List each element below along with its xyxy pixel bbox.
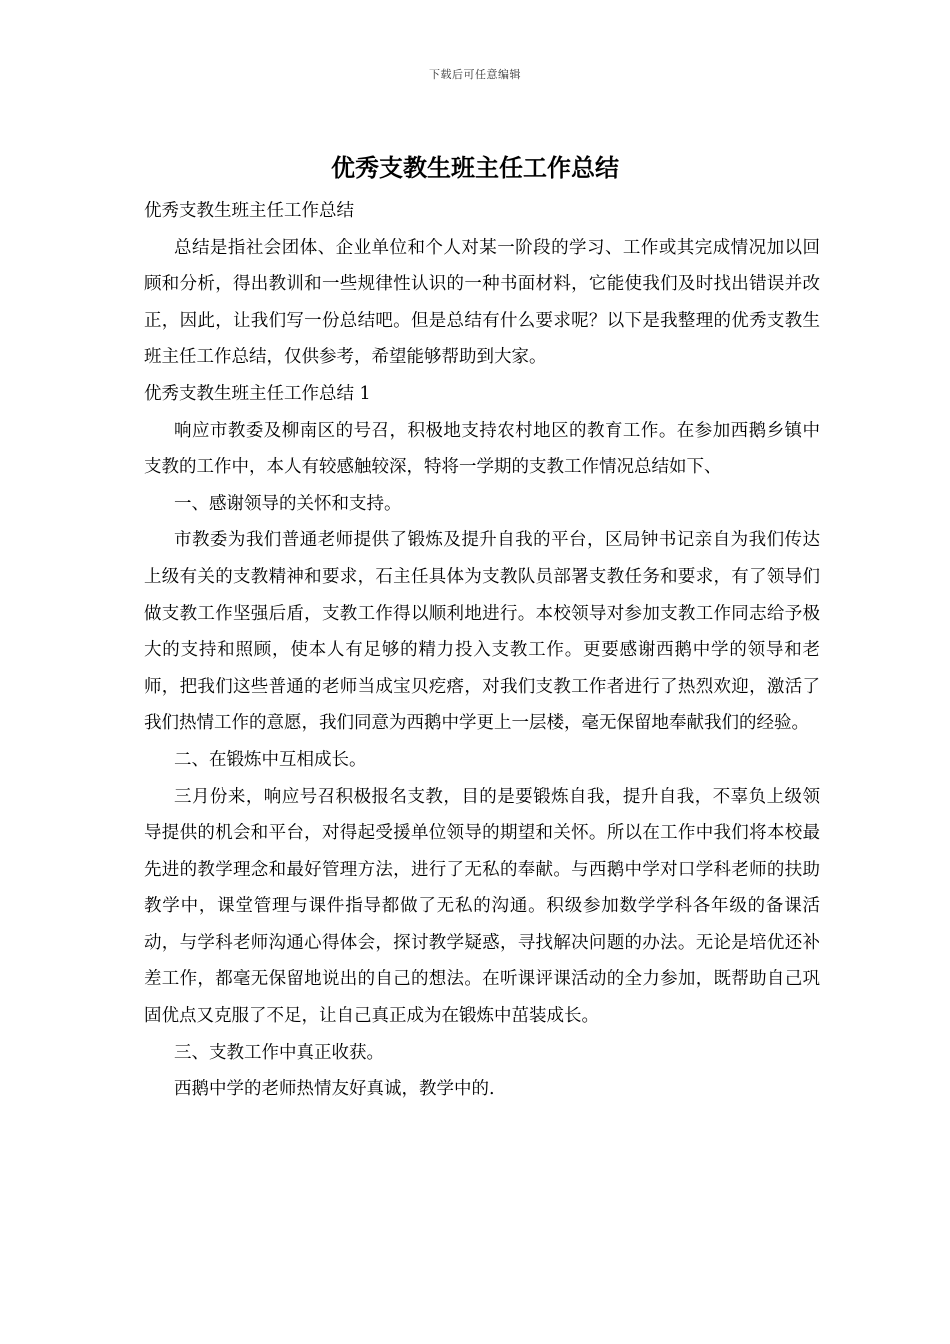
paragraph-section-heading: 优秀支教生班主任工作总结 1 — [144, 383, 371, 404]
paragraph-thanks: 市教委为我们普通老师提供了锻炼及提升自我的平台，区局钟书记亲自为我们传达上级有关的支教精神和要求，石主任具体为支教队员部署支教任务和要求，有了领导们做支教工作坚强后盾，支教工作得以顺利地进行。本校领导对参加支教工作同志给予极大的支持和照顾，使本人有足够的精力投入支教工作。更要感谢西鹅中学的领导和老师，把我们这些普通的老师当成宝贝疙瘩，对我们支教工作者进行了热烈欢迎，激活了我们热情工作的意愿，我们同意为西鹅中学更上一层楼，毫无保留地奉献我们的经验。 — [144, 530, 820, 734]
header-note: 下载后可任意编辑 — [429, 68, 521, 81]
paragraph-heading-3: 三、支教工作中真正收获。 — [174, 1042, 384, 1063]
paragraph-subtitle: 优秀支教生班主任工作总结 — [144, 201, 354, 221]
paragraph-harvest: 西鹅中学的老师热情友好真诚，教学中的. — [174, 1079, 495, 1100]
paragraph-growth: 三月份来，响应号召积极报名支教，目的是要锻炼自我，提升自我，不辜负上级领导提供的机会和平台，对得起受援单位领导的期望和关怀。所以在工作中我们将本校最先进的教学理念和最好管理方法，进行了无私的奉献。与西鹅中学对口学科老师的扶助教学中，课堂管理与课件指导都做了无私的沟通。积级参加数学学科各年级的备课活动，与学科老师沟通心得体会，探讨教学疑惑，寻找解决问题的办法。无论是培优还补差工作，都毫无保留地说出的自己的想法。在听课评课活动的全力参加，既帮助自己巩固优点又克服了不足，让自己真正成为在锻炼中茁装成长。 — [144, 786, 820, 1027]
paragraph-intro: 总结是指社会团体、企业单位和个人对某一阶段的学习、工作或其完成情况加以回顾和分析，得出教训和一些规律性认识的一种书面材料，它能使我们及时找出错误并改正，因此，让我们写一份总结吧。但是总结有什么要求呢？以下是我整理的优秀支教生班主任工作总结，仅供参考，希望能够帮助到大家。 — [144, 237, 820, 368]
paragraph-heading-1: 一、感谢领导的关怀和支持。 — [174, 493, 402, 514]
document-body — [144, 193, 820, 1108]
document-title: 优秀支教生班主任工作总结 — [331, 153, 619, 182]
paragraph-heading-2: 二、在锻炼中互相成长。 — [174, 749, 367, 770]
paragraph-response: 响应市教委及柳南区的号召，积极地支持农村地区的教育工作。在参加西鹅乡镇中支教的工作中，本人有较感触较深，特将一学期的支教工作情况总结如下、 — [144, 420, 820, 478]
